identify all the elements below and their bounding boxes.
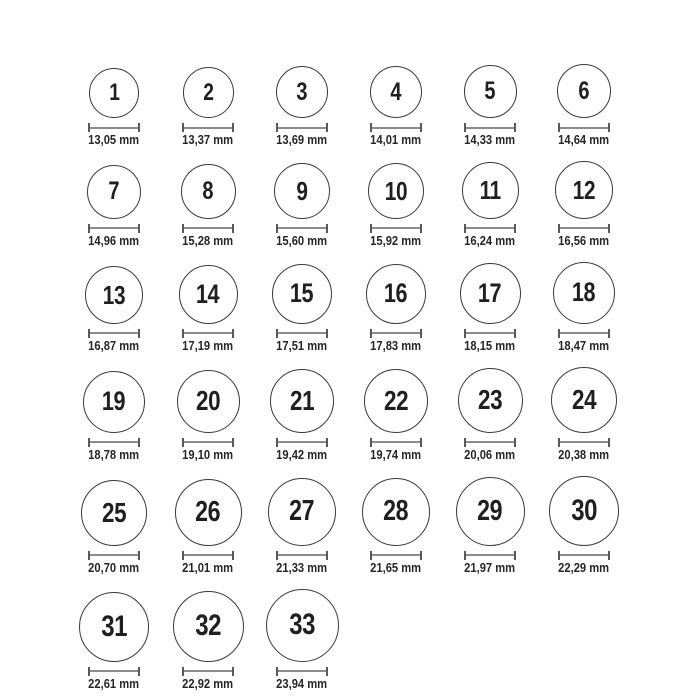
ring-size-item bbox=[67, 68, 161, 148]
ring-circle bbox=[362, 478, 430, 546]
chart-row bbox=[67, 367, 700, 463]
ring-size-item bbox=[255, 369, 349, 463]
diameter-dimension-line bbox=[182, 551, 234, 560]
diameter-label: 16,56 mm bbox=[558, 232, 610, 248]
dimension-bar bbox=[560, 332, 608, 334]
dimension-bar bbox=[278, 332, 326, 334]
diameter-dimension-line bbox=[558, 438, 610, 447]
ring-size-item bbox=[67, 480, 161, 576]
diameter-label: 17,19 mm bbox=[182, 337, 234, 353]
diameter-label: 15,92 mm bbox=[370, 232, 422, 248]
diameter-dimension-line bbox=[558, 329, 610, 338]
diameter-label: 22,61 mm bbox=[88, 675, 140, 691]
ring-size-item bbox=[67, 165, 161, 249]
ring-size-number: 30 bbox=[571, 493, 597, 527]
ring-circle bbox=[179, 265, 238, 324]
ring-size-item bbox=[443, 162, 537, 249]
ring-circle bbox=[183, 67, 234, 118]
diameter-dimension-line bbox=[558, 224, 610, 233]
ring-size-number: 21 bbox=[289, 384, 315, 416]
dimension-bar bbox=[372, 441, 420, 443]
ring-size-number: 23 bbox=[477, 384, 503, 416]
diameter-dimension-line bbox=[370, 329, 422, 338]
ring-size-number: 27 bbox=[289, 495, 315, 528]
diameter-dimension-line bbox=[276, 551, 328, 560]
ring-size-item bbox=[67, 592, 161, 692]
ring-size-number: 22 bbox=[383, 384, 409, 416]
dimension-bar bbox=[560, 441, 608, 443]
diameter-label: 18,15 mm bbox=[464, 337, 516, 353]
diameter-dimension-line bbox=[276, 224, 328, 233]
ring-size-item bbox=[255, 66, 349, 148]
dimension-bar bbox=[560, 227, 608, 229]
dimension-bar bbox=[184, 441, 232, 443]
ring-size-item bbox=[349, 163, 443, 249]
dimension-bar bbox=[90, 554, 138, 556]
ring-size-number: 8 bbox=[202, 176, 214, 205]
ring-circle bbox=[555, 161, 613, 219]
ring-size-number: 1 bbox=[108, 79, 120, 106]
ring-size-number: 13 bbox=[102, 279, 126, 310]
ring-size-item bbox=[161, 265, 255, 354]
ring-size-item bbox=[537, 161, 631, 249]
ring-circle bbox=[87, 165, 141, 219]
diameter-label: 13,37 mm bbox=[182, 132, 234, 147]
diameter-label: 13,05 mm bbox=[88, 132, 140, 147]
ring-size-number: 16 bbox=[384, 278, 408, 309]
chart-row bbox=[67, 262, 700, 354]
dimension-bar bbox=[184, 332, 232, 334]
chart-row bbox=[67, 64, 700, 148]
ring-size-item bbox=[537, 262, 631, 354]
diameter-label: 15,60 mm bbox=[276, 232, 328, 248]
diameter-dimension-line bbox=[276, 329, 328, 338]
diameter-dimension-line bbox=[464, 123, 516, 132]
ring-circle bbox=[83, 371, 145, 433]
diameter-label: 16,87 mm bbox=[88, 337, 140, 353]
dimension-bar bbox=[278, 554, 326, 556]
ring-size-item bbox=[161, 370, 255, 463]
diameter-dimension-line bbox=[182, 667, 234, 676]
diameter-dimension-line bbox=[88, 438, 140, 447]
dimension-bar bbox=[278, 441, 326, 443]
ring-size-item bbox=[537, 476, 631, 576]
ring-size-item bbox=[255, 478, 349, 576]
dimension-bar bbox=[90, 227, 138, 229]
ring-size-number: 20 bbox=[195, 385, 221, 417]
ring-size-number: 4 bbox=[390, 77, 402, 106]
ring-circle bbox=[458, 368, 523, 433]
ring-size-item bbox=[443, 65, 537, 148]
ring-size-item bbox=[443, 368, 537, 463]
ring-size-item bbox=[443, 477, 537, 576]
ring-circle bbox=[266, 589, 339, 662]
diameter-label: 21,01 mm bbox=[182, 559, 234, 575]
dimension-bar bbox=[372, 227, 420, 229]
chart-row bbox=[67, 161, 700, 249]
ring-size-number: 18 bbox=[572, 277, 596, 308]
ring-size-number: 2 bbox=[202, 78, 214, 106]
ring-size-number: 28 bbox=[383, 495, 409, 528]
dimension-bar bbox=[560, 554, 608, 556]
ring-circle bbox=[272, 264, 332, 324]
diameter-label: 14,01 mm bbox=[370, 132, 422, 147]
ring-size-item bbox=[349, 369, 443, 463]
ring-size-item bbox=[161, 164, 255, 249]
ring-circle bbox=[276, 66, 328, 118]
diameter-dimension-line bbox=[370, 438, 422, 447]
diameter-dimension-line bbox=[370, 551, 422, 560]
dimension-bar bbox=[184, 227, 232, 229]
diameter-label: 14,33 mm bbox=[464, 132, 516, 147]
ring-size-item bbox=[349, 66, 443, 148]
diameter-label: 23,94 mm bbox=[276, 675, 328, 691]
dimension-bar bbox=[90, 441, 138, 443]
ring-size-number: 10 bbox=[384, 175, 408, 206]
ring-size-item bbox=[67, 371, 161, 463]
ring-circle bbox=[549, 476, 619, 546]
ring-size-number: 17 bbox=[478, 277, 502, 308]
diameter-dimension-line bbox=[558, 551, 610, 560]
diameter-dimension-line bbox=[370, 123, 422, 132]
ring-size-number: 29 bbox=[477, 494, 503, 527]
chart-row bbox=[67, 476, 700, 576]
dimension-bar bbox=[184, 554, 232, 556]
diameter-label: 16,24 mm bbox=[464, 232, 516, 248]
diameter-label: 13,69 mm bbox=[276, 132, 328, 147]
dimension-bar bbox=[184, 670, 232, 672]
diameter-dimension-line bbox=[182, 438, 234, 447]
diameter-label: 21,65 mm bbox=[370, 559, 422, 575]
ring-size-number: 31 bbox=[101, 609, 127, 643]
diameter-dimension-line bbox=[464, 224, 516, 233]
diameter-label: 19,74 mm bbox=[370, 446, 422, 462]
ring-circle bbox=[81, 480, 147, 546]
ring-circle bbox=[79, 592, 149, 662]
diameter-dimension-line bbox=[370, 224, 422, 233]
diameter-dimension-line bbox=[88, 123, 140, 132]
ring-circle bbox=[464, 65, 517, 118]
diameter-label: 20,06 mm bbox=[464, 446, 516, 462]
dimension-bar bbox=[278, 670, 326, 672]
diameter-dimension-line bbox=[464, 438, 516, 447]
diameter-dimension-line bbox=[88, 551, 140, 560]
dimension-bar bbox=[372, 554, 420, 556]
diameter-label: 22,29 mm bbox=[558, 559, 610, 575]
ring-circle bbox=[175, 479, 242, 546]
ring-size-item bbox=[255, 163, 349, 249]
diameter-label: 21,33 mm bbox=[276, 559, 328, 575]
ring-circle bbox=[462, 162, 519, 219]
ring-size-item bbox=[537, 367, 631, 463]
diameter-dimension-line bbox=[88, 667, 140, 676]
ring-size-number: 32 bbox=[195, 609, 221, 643]
ring-circle bbox=[89, 68, 139, 118]
ring-circle bbox=[274, 163, 330, 219]
ring-size-item bbox=[349, 478, 443, 576]
ring-circle bbox=[370, 66, 422, 118]
ring-size-number: 33 bbox=[289, 608, 315, 642]
diameter-dimension-line bbox=[182, 329, 234, 338]
ring-size-number: 24 bbox=[571, 383, 597, 415]
dimension-bar bbox=[466, 227, 514, 229]
diameter-label: 14,64 mm bbox=[558, 132, 610, 147]
ring-size-item bbox=[161, 67, 255, 148]
diameter-label: 19,42 mm bbox=[276, 446, 328, 462]
ring-circle bbox=[456, 477, 525, 546]
ring-circle bbox=[553, 262, 615, 324]
ring-size-item bbox=[443, 263, 537, 354]
diameter-label: 17,51 mm bbox=[276, 337, 328, 353]
dimension-bar bbox=[278, 127, 326, 129]
diameter-dimension-line bbox=[276, 438, 328, 447]
diameter-dimension-line bbox=[558, 123, 610, 132]
dimension-bar bbox=[184, 127, 232, 129]
ring-circle bbox=[270, 369, 334, 433]
diameter-dimension-line bbox=[276, 123, 328, 132]
diameter-label: 20,38 mm bbox=[558, 446, 610, 462]
diameter-label: 17,83 mm bbox=[370, 337, 422, 353]
ring-circle bbox=[181, 164, 236, 219]
diameter-label: 22,92 mm bbox=[182, 675, 234, 691]
diameter-label: 15,28 mm bbox=[182, 232, 234, 248]
chart-row bbox=[67, 589, 700, 692]
ring-size-number: 5 bbox=[484, 77, 496, 105]
diameter-dimension-line bbox=[182, 224, 234, 233]
ring-circle bbox=[177, 370, 240, 433]
diameter-label: 18,78 mm bbox=[88, 446, 140, 462]
ring-circle bbox=[460, 263, 521, 324]
dimension-bar bbox=[560, 127, 608, 129]
ring-size-number: 6 bbox=[578, 76, 590, 105]
ring-size-number: 19 bbox=[102, 386, 126, 417]
ring-circle bbox=[173, 591, 244, 662]
ring-size-number: 9 bbox=[296, 175, 308, 206]
dimension-bar bbox=[466, 441, 514, 443]
ring-size-item bbox=[161, 479, 255, 576]
ring-circle bbox=[364, 369, 428, 433]
diameter-dimension-line bbox=[182, 123, 234, 132]
ring-size-item bbox=[161, 591, 255, 692]
diameter-label: 14,96 mm bbox=[88, 232, 140, 248]
diameter-dimension-line bbox=[464, 551, 516, 560]
dimension-bar bbox=[90, 670, 138, 672]
diameter-dimension-line bbox=[276, 667, 328, 676]
ring-size-item bbox=[255, 589, 349, 692]
ring-size-item bbox=[349, 264, 443, 354]
ring-size-item bbox=[255, 264, 349, 354]
ring-size-number: 11 bbox=[479, 175, 501, 206]
ring-size-number: 26 bbox=[195, 495, 221, 528]
dimension-bar bbox=[466, 554, 514, 556]
diameter-label: 21,97 mm bbox=[464, 559, 516, 575]
diameter-dimension-line bbox=[464, 329, 516, 338]
ring-size-number: 14 bbox=[196, 278, 220, 309]
ring-circle bbox=[368, 163, 424, 219]
ring-size-number: 25 bbox=[101, 496, 127, 528]
ring-circle bbox=[268, 478, 336, 546]
dimension-bar bbox=[90, 127, 138, 129]
diameter-dimension-line bbox=[88, 224, 140, 233]
ring-circle bbox=[85, 266, 143, 324]
ring-size-number: 15 bbox=[290, 278, 314, 309]
ring-circle bbox=[551, 367, 617, 433]
ring-circle bbox=[366, 264, 426, 324]
dimension-bar bbox=[372, 127, 420, 129]
ring-size-number: 12 bbox=[572, 174, 596, 205]
dimension-bar bbox=[466, 127, 514, 129]
ring-circle bbox=[557, 64, 611, 118]
diameter-label: 18,47 mm bbox=[558, 337, 610, 353]
dimension-bar bbox=[90, 332, 138, 334]
ring-size-item bbox=[537, 64, 631, 148]
dimension-bar bbox=[372, 332, 420, 334]
diameter-label: 20,70 mm bbox=[88, 559, 140, 575]
diameter-label: 19,10 mm bbox=[182, 446, 234, 462]
diameter-dimension-line bbox=[88, 329, 140, 338]
ring-size-number: 7 bbox=[108, 177, 120, 206]
dimension-bar bbox=[278, 227, 326, 229]
ring-size-number: 3 bbox=[296, 77, 308, 106]
dimension-bar bbox=[466, 332, 514, 334]
ring-size-item bbox=[67, 266, 161, 354]
